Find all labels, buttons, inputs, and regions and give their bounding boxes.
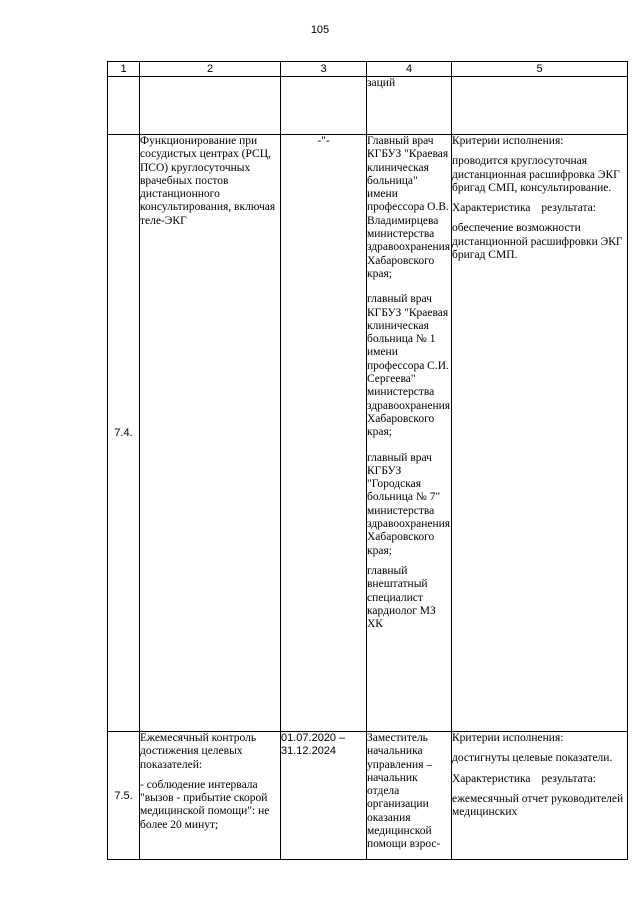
plan-table bbox=[107, 61, 628, 860]
continuation-responsible: заций bbox=[367, 77, 452, 135]
row-number-7-4: 7.4. bbox=[108, 135, 140, 732]
responsible-7-5: Заместитель начальника управления – начальник отдела организации оказания медицинской помощи взрос- bbox=[367, 732, 452, 860]
row-number-7-5: 7.5. bbox=[108, 732, 140, 860]
table-row-7-5 bbox=[108, 732, 628, 860]
criteria-7-5: Критерии исполнения: достигнуты целевые показатели. Характеристика результата: ежемесячный отчет руководителей медицинских bbox=[452, 732, 628, 860]
header-col-4: 4 bbox=[367, 62, 452, 77]
period-7-4: -"- bbox=[281, 135, 367, 732]
table-row-7-4 bbox=[108, 135, 628, 732]
activity-7-4: Функционирование при сосудистых центрах (РСЦ, ПСО) круглосуточных врачебных постов дистанционного консультирования, включая теле-ЭКГ bbox=[140, 135, 281, 732]
header-col-1: 1 bbox=[108, 62, 140, 77]
criteria-7-4: Критерии исполнения: проводится круглосуточная дистанционная расшифровка ЭКГ бригад СМП, консультирование. Характеристика результата: обеспечение возможности дистанционной расшифровки ЭКГ бригад СМП. bbox=[452, 135, 628, 732]
header-col-5: 5 bbox=[452, 62, 628, 77]
page-number: 105 bbox=[310, 24, 330, 36]
activity-7-5: Ежемесячный контроль достижения целевых показателей: - соблюдение интервала "вызов - прибытие скорой медицинской помощи": не более 20 минут; bbox=[140, 732, 281, 860]
period-7-5: 01.07.2020 – 31.12.2024 bbox=[281, 732, 367, 860]
table-row-continuation bbox=[108, 77, 628, 135]
header-col-3: 3 bbox=[281, 62, 367, 77]
table-header-row bbox=[108, 62, 628, 77]
header-col-2: 2 bbox=[140, 62, 281, 77]
responsible-7-4: Главный врач КГБУЗ "Краевая клиническая больница" имени профессора О.В. Владимирцева министерства здравоохранения Хабаровского края; главный врач КГБУЗ "Краевая клиническая больница № 1 имени профессора С.И. Сергеева" министерства здравоохранения Хабаровского края; главный врач КГБУЗ "Городская больница № 7" министерства здравоохранения Хабаровского края; главный внештатный специалист кардиолог МЗ ХК bbox=[367, 135, 452, 732]
